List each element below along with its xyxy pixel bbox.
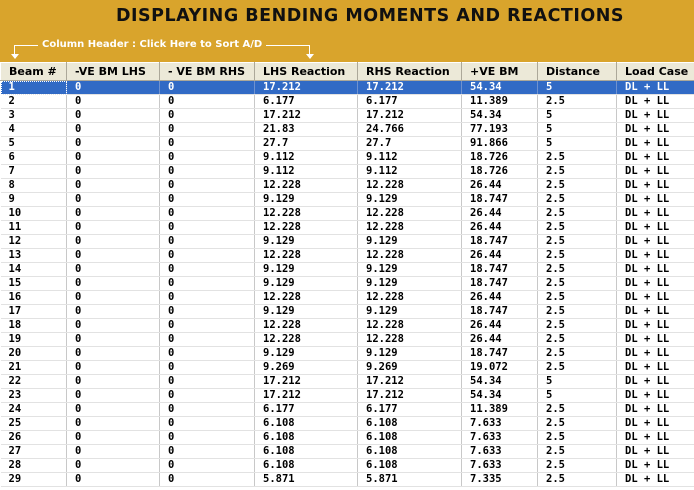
cell-positive-bm: 7.335 (462, 473, 538, 487)
cell-load-case: DL + LL (617, 81, 694, 95)
cell-ve-bm-rhs: 0 (160, 249, 255, 263)
cell-rhs-reaction: 9.129 (358, 235, 462, 249)
table-row[interactable] (1, 207, 694, 221)
cell-ve-bm-rhs: 0 (160, 473, 255, 487)
cell-distance: 2.5 (538, 319, 617, 333)
cell-positive-bm: 11.389 (462, 403, 538, 417)
cell-positive-bm: 18.747 (462, 277, 538, 291)
cell-rhs-reaction: 6.108 (358, 431, 462, 445)
cell-load-case: DL + LL (617, 291, 694, 305)
cell-beam: 18 (1, 319, 67, 333)
cell-load-case: DL + LL (617, 305, 694, 319)
cell-rhs-reaction: 12.228 (358, 207, 462, 221)
cell-ve-bm-lhs: 0 (67, 305, 160, 319)
table-row[interactable] (1, 347, 694, 361)
cell-distance: 2.5 (538, 207, 617, 221)
cell-positive-bm: 7.633 (462, 445, 538, 459)
cell-distance: 2.5 (538, 95, 617, 109)
cell-load-case: DL + LL (617, 263, 694, 277)
cell-beam: 20 (1, 347, 67, 361)
cell-ve-bm-rhs: 0 (160, 179, 255, 193)
cell-ve-bm-lhs: 0 (67, 207, 160, 221)
cell-distance: 2.5 (538, 277, 617, 291)
cell-ve-bm-lhs: 0 (67, 235, 160, 249)
cell-beam: 27 (1, 445, 67, 459)
cell-lhs-reaction: 17.212 (255, 375, 358, 389)
cell-lhs-reaction: 12.228 (255, 319, 358, 333)
table-row[interactable] (1, 277, 694, 291)
cell-beam: 19 (1, 333, 67, 347)
cell-beam: 10 (1, 207, 67, 221)
cell-rhs-reaction: 9.129 (358, 193, 462, 207)
table-row[interactable] (1, 459, 694, 473)
cell-beam: 16 (1, 291, 67, 305)
cell-load-case: DL + LL (617, 179, 694, 193)
cell-lhs-reaction: 17.212 (255, 81, 358, 95)
cell-distance: 5 (538, 123, 617, 137)
cell-distance: 5 (538, 375, 617, 389)
cell-positive-bm: 18.747 (462, 263, 538, 277)
cell-beam: 3 (1, 109, 67, 123)
page-title: DISPLAYING BENDING MOMENTS AND REACTIONS (116, 6, 624, 26)
cell-load-case: DL + LL (617, 389, 694, 403)
cell-lhs-reaction: 12.228 (255, 249, 358, 263)
cell-load-case: DL + LL (617, 431, 694, 445)
cell-lhs-reaction: 6.108 (255, 459, 358, 473)
cell-positive-bm: 18.726 (462, 165, 538, 179)
cell-beam: 4 (1, 123, 67, 137)
cell-positive-bm: 7.633 (462, 431, 538, 445)
cell-rhs-reaction: 12.228 (358, 221, 462, 235)
results-grid (0, 62, 694, 490)
cell-load-case: DL + LL (617, 235, 694, 249)
cell-load-case: DL + LL (617, 151, 694, 165)
column-header-ve-bm-lhs[interactable]: -VE BM LHS (67, 63, 160, 81)
cell-lhs-reaction: 6.177 (255, 403, 358, 417)
table-row[interactable] (1, 165, 694, 179)
cell-lhs-reaction: 17.212 (255, 389, 358, 403)
cell-beam: 2 (1, 95, 67, 109)
cell-ve-bm-rhs: 0 (160, 81, 255, 95)
cell-ve-bm-lhs: 0 (67, 221, 160, 235)
table-row[interactable] (1, 193, 694, 207)
cell-rhs-reaction: 12.228 (358, 179, 462, 193)
table-row[interactable] (1, 263, 694, 277)
cell-load-case: DL + LL (617, 249, 694, 263)
arrow-down-icon (11, 54, 19, 59)
table-row[interactable] (1, 151, 694, 165)
cell-distance: 2.5 (538, 291, 617, 305)
cell-ve-bm-lhs: 0 (67, 459, 160, 473)
cell-beam: 26 (1, 431, 67, 445)
cell-positive-bm: 26.44 (462, 333, 538, 347)
cell-distance: 2.5 (538, 347, 617, 361)
cell-distance: 2.5 (538, 361, 617, 375)
cell-load-case: DL + LL (617, 319, 694, 333)
cell-ve-bm-rhs: 0 (160, 193, 255, 207)
cell-ve-bm-lhs: 0 (67, 375, 160, 389)
cell-ve-bm-rhs: 0 (160, 165, 255, 179)
cell-ve-bm-lhs: 0 (67, 473, 160, 487)
cell-rhs-reaction: 9.112 (358, 165, 462, 179)
cell-load-case: DL + LL (617, 403, 694, 417)
cell-ve-bm-rhs: 0 (160, 431, 255, 445)
cell-ve-bm-lhs: 0 (67, 137, 160, 151)
cell-beam: 12 (1, 235, 67, 249)
cell-distance: 5 (538, 81, 617, 95)
cell-positive-bm: 19.072 (462, 361, 538, 375)
cell-ve-bm-rhs: 0 (160, 291, 255, 305)
table-row[interactable] (1, 417, 694, 431)
cell-positive-bm: 26.44 (462, 207, 538, 221)
cell-distance: 2.5 (538, 403, 617, 417)
cell-positive-bm: 18.747 (462, 347, 538, 361)
cell-lhs-reaction: 5.871 (255, 473, 358, 487)
cell-distance: 2.5 (538, 263, 617, 277)
cell-distance: 2.5 (538, 473, 617, 487)
cell-beam: 11 (1, 221, 67, 235)
table-row[interactable] (1, 389, 694, 403)
cell-distance: 2.5 (538, 431, 617, 445)
cell-lhs-reaction: 27.7 (255, 137, 358, 151)
title-banner (0, 0, 694, 62)
cell-rhs-reaction: 17.212 (358, 81, 462, 95)
cell-load-case: DL + LL (617, 473, 694, 487)
cell-ve-bm-rhs: 0 (160, 207, 255, 221)
cell-rhs-reaction: 6.108 (358, 459, 462, 473)
table-row[interactable] (1, 249, 694, 263)
cell-beam: 28 (1, 459, 67, 473)
cell-lhs-reaction: 9.129 (255, 263, 358, 277)
cell-ve-bm-rhs: 0 (160, 151, 255, 165)
table-row[interactable] (1, 473, 694, 487)
table-row[interactable] (1, 305, 694, 319)
bending-moments-table (0, 62, 694, 487)
cell-ve-bm-rhs: 0 (160, 319, 255, 333)
cell-distance: 2.5 (538, 179, 617, 193)
cell-positive-bm: 54.34 (462, 81, 538, 95)
cell-lhs-reaction: 6.177 (255, 95, 358, 109)
cell-positive-bm: 77.193 (462, 123, 538, 137)
table-row[interactable] (1, 291, 694, 305)
column-header-ve-bm-rhs[interactable]: - VE BM RHS (160, 63, 255, 81)
cell-ve-bm-rhs: 0 (160, 333, 255, 347)
cell-ve-bm-lhs: 0 (67, 431, 160, 445)
cell-rhs-reaction: 12.228 (358, 333, 462, 347)
table-row[interactable] (1, 221, 694, 235)
cell-ve-bm-lhs: 0 (67, 109, 160, 123)
cell-rhs-reaction: 12.228 (358, 319, 462, 333)
cell-ve-bm-lhs: 0 (67, 361, 160, 375)
cell-positive-bm: 26.44 (462, 319, 538, 333)
column-header-rhs-reaction[interactable]: RHS Reaction (358, 63, 462, 81)
cell-beam: 13 (1, 249, 67, 263)
table-row[interactable] (1, 375, 694, 389)
table-row[interactable] (1, 445, 694, 459)
cell-beam: 8 (1, 179, 67, 193)
table-row[interactable] (1, 95, 694, 109)
cell-beam: 24 (1, 403, 67, 417)
cell-ve-bm-rhs: 0 (160, 263, 255, 277)
cell-beam: 15 (1, 277, 67, 291)
cell-positive-bm: 18.726 (462, 151, 538, 165)
cell-ve-bm-lhs: 0 (67, 291, 160, 305)
column-header-distance[interactable]: Distance (538, 63, 617, 81)
table-row[interactable] (1, 81, 694, 95)
column-header-beam[interactable]: Beam # (1, 63, 67, 81)
cell-lhs-reaction: 6.108 (255, 445, 358, 459)
cell-beam: 17 (1, 305, 67, 319)
table-row[interactable] (1, 137, 694, 151)
cell-ve-bm-rhs: 0 (160, 109, 255, 123)
cell-ve-bm-rhs: 0 (160, 235, 255, 249)
cell-ve-bm-rhs: 0 (160, 95, 255, 109)
sort-hint-text: Column Header : Click Here to Sort A/D (38, 38, 266, 52)
cell-positive-bm: 7.633 (462, 459, 538, 473)
cell-distance: 2.5 (538, 249, 617, 263)
table-row[interactable] (1, 361, 694, 375)
cell-positive-bm: 18.747 (462, 305, 538, 319)
cell-load-case: DL + LL (617, 417, 694, 431)
cell-lhs-reaction: 9.129 (255, 347, 358, 361)
table-row[interactable] (1, 403, 694, 417)
cell-distance: 5 (538, 137, 617, 151)
cell-ve-bm-lhs: 0 (67, 445, 160, 459)
cell-positive-bm: 91.866 (462, 137, 538, 151)
cell-beam: 1 (1, 81, 67, 95)
cell-rhs-reaction: 6.108 (358, 417, 462, 431)
cell-distance: 2.5 (538, 151, 617, 165)
cell-distance: 2.5 (538, 459, 617, 473)
cell-beam: 9 (1, 193, 67, 207)
cell-ve-bm-rhs: 0 (160, 375, 255, 389)
cell-rhs-reaction: 24.766 (358, 123, 462, 137)
cell-ve-bm-rhs: 0 (160, 361, 255, 375)
cell-load-case: DL + LL (617, 137, 694, 151)
cell-ve-bm-lhs: 0 (67, 193, 160, 207)
cell-ve-bm-rhs: 0 (160, 277, 255, 291)
table-row[interactable] (1, 123, 694, 137)
cell-beam: 23 (1, 389, 67, 403)
cell-positive-bm: 26.44 (462, 221, 538, 235)
cell-distance: 2.5 (538, 445, 617, 459)
cell-lhs-reaction: 9.112 (255, 151, 358, 165)
cell-positive-bm: 54.34 (462, 389, 538, 403)
cell-lhs-reaction: 6.108 (255, 417, 358, 431)
cell-rhs-reaction: 9.129 (358, 263, 462, 277)
cell-lhs-reaction: 9.129 (255, 305, 358, 319)
cell-rhs-reaction: 9.129 (358, 277, 462, 291)
cell-lhs-reaction: 12.228 (255, 179, 358, 193)
cell-rhs-reaction: 17.212 (358, 389, 462, 403)
cell-lhs-reaction: 17.212 (255, 109, 358, 123)
cell-ve-bm-lhs: 0 (67, 403, 160, 417)
cell-ve-bm-lhs: 0 (67, 249, 160, 263)
cell-ve-bm-rhs: 0 (160, 445, 255, 459)
cell-lhs-reaction: 9.269 (255, 361, 358, 375)
cell-ve-bm-rhs: 0 (160, 417, 255, 431)
cell-positive-bm: 26.44 (462, 291, 538, 305)
cell-load-case: DL + LL (617, 333, 694, 347)
cell-ve-bm-rhs: 0 (160, 403, 255, 417)
cell-positive-bm: 54.34 (462, 109, 538, 123)
column-header-positive-bm[interactable]: +VE BM (462, 63, 538, 81)
cell-rhs-reaction: 12.228 (358, 291, 462, 305)
cell-rhs-reaction: 9.269 (358, 361, 462, 375)
cell-ve-bm-lhs: 0 (67, 123, 160, 137)
cell-distance: 5 (538, 109, 617, 123)
cell-positive-bm: 11.389 (462, 95, 538, 109)
cell-load-case: DL + LL (617, 165, 694, 179)
cell-beam: 25 (1, 417, 67, 431)
cell-ve-bm-rhs: 0 (160, 123, 255, 137)
cell-lhs-reaction: 12.228 (255, 207, 358, 221)
cell-ve-bm-lhs: 0 (67, 347, 160, 361)
cell-distance: 2.5 (538, 193, 617, 207)
cell-ve-bm-lhs: 0 (67, 389, 160, 403)
column-header-lhs-reaction[interactable]: LHS Reaction (255, 63, 358, 81)
cell-distance: 2.5 (538, 235, 617, 249)
table-row[interactable] (1, 319, 694, 333)
cell-load-case: DL + LL (617, 459, 694, 473)
cell-rhs-reaction: 6.177 (358, 403, 462, 417)
cell-ve-bm-lhs: 0 (67, 165, 160, 179)
cell-ve-bm-rhs: 0 (160, 347, 255, 361)
cell-load-case: DL + LL (617, 221, 694, 235)
cell-ve-bm-rhs: 0 (160, 137, 255, 151)
cell-load-case: DL + LL (617, 207, 694, 221)
cell-ve-bm-lhs: 0 (67, 95, 160, 109)
cell-lhs-reaction: 9.112 (255, 165, 358, 179)
cell-lhs-reaction: 9.129 (255, 277, 358, 291)
cell-rhs-reaction: 27.7 (358, 137, 462, 151)
cell-ve-bm-lhs: 0 (67, 333, 160, 347)
cell-ve-bm-lhs: 0 (67, 319, 160, 333)
cell-rhs-reaction: 9.112 (358, 151, 462, 165)
cell-positive-bm: 18.747 (462, 193, 538, 207)
cell-lhs-reaction: 21.83 (255, 123, 358, 137)
cell-load-case: DL + LL (617, 361, 694, 375)
cell-load-case: DL + LL (617, 445, 694, 459)
cell-ve-bm-rhs: 0 (160, 221, 255, 235)
cell-ve-bm-lhs: 0 (67, 263, 160, 277)
cell-distance: 5 (538, 389, 617, 403)
cell-positive-bm: 26.44 (462, 249, 538, 263)
cell-ve-bm-lhs: 0 (67, 417, 160, 431)
cell-load-case: DL + LL (617, 95, 694, 109)
table-row[interactable] (1, 235, 694, 249)
table-row[interactable] (1, 179, 694, 193)
cell-positive-bm: 26.44 (462, 179, 538, 193)
cell-positive-bm: 54.34 (462, 375, 538, 389)
cell-lhs-reaction: 9.129 (255, 235, 358, 249)
cell-ve-bm-lhs: 0 (67, 81, 160, 95)
cell-ve-bm-rhs: 0 (160, 459, 255, 473)
table-row[interactable] (1, 431, 694, 445)
cell-distance: 2.5 (538, 221, 617, 235)
cell-ve-bm-lhs: 0 (67, 179, 160, 193)
cell-rhs-reaction: 9.129 (358, 347, 462, 361)
cell-lhs-reaction: 6.108 (255, 431, 358, 445)
cell-ve-bm-rhs: 0 (160, 305, 255, 319)
cell-lhs-reaction: 12.228 (255, 333, 358, 347)
cell-lhs-reaction: 12.228 (255, 221, 358, 235)
cell-beam: 7 (1, 165, 67, 179)
table-body (1, 81, 694, 487)
cell-rhs-reaction: 5.871 (358, 473, 462, 487)
cell-positive-bm: 18.747 (462, 235, 538, 249)
cell-load-case: DL + LL (617, 193, 694, 207)
header-row (1, 63, 694, 81)
cell-lhs-reaction: 12.228 (255, 291, 358, 305)
cell-ve-bm-lhs: 0 (67, 277, 160, 291)
table-row[interactable] (1, 109, 694, 123)
cell-beam: 6 (1, 151, 67, 165)
cell-rhs-reaction: 12.228 (358, 249, 462, 263)
table-row[interactable] (1, 333, 694, 347)
cell-load-case: DL + LL (617, 375, 694, 389)
cell-rhs-reaction: 17.212 (358, 109, 462, 123)
cell-lhs-reaction: 9.129 (255, 193, 358, 207)
cell-distance: 2.5 (538, 165, 617, 179)
cell-beam: 14 (1, 263, 67, 277)
cell-beam: 22 (1, 375, 67, 389)
cell-positive-bm: 7.633 (462, 417, 538, 431)
cell-beam: 5 (1, 137, 67, 151)
column-header-load-case[interactable]: Load Case (617, 63, 694, 81)
cell-beam: 21 (1, 361, 67, 375)
cell-rhs-reaction: 6.177 (358, 95, 462, 109)
cell-rhs-reaction: 9.129 (358, 305, 462, 319)
cell-ve-bm-lhs: 0 (67, 151, 160, 165)
cell-load-case: DL + LL (617, 347, 694, 361)
cell-rhs-reaction: 6.108 (358, 445, 462, 459)
cell-load-case: DL + LL (617, 277, 694, 291)
cell-load-case: DL + LL (617, 109, 694, 123)
arrow-down-icon (306, 54, 314, 59)
cell-ve-bm-rhs: 0 (160, 389, 255, 403)
cell-distance: 2.5 (538, 417, 617, 431)
cell-rhs-reaction: 17.212 (358, 375, 462, 389)
cell-distance: 2.5 (538, 305, 617, 319)
cell-load-case: DL + LL (617, 123, 694, 137)
cell-distance: 2.5 (538, 333, 617, 347)
cell-beam: 29 (1, 473, 67, 487)
